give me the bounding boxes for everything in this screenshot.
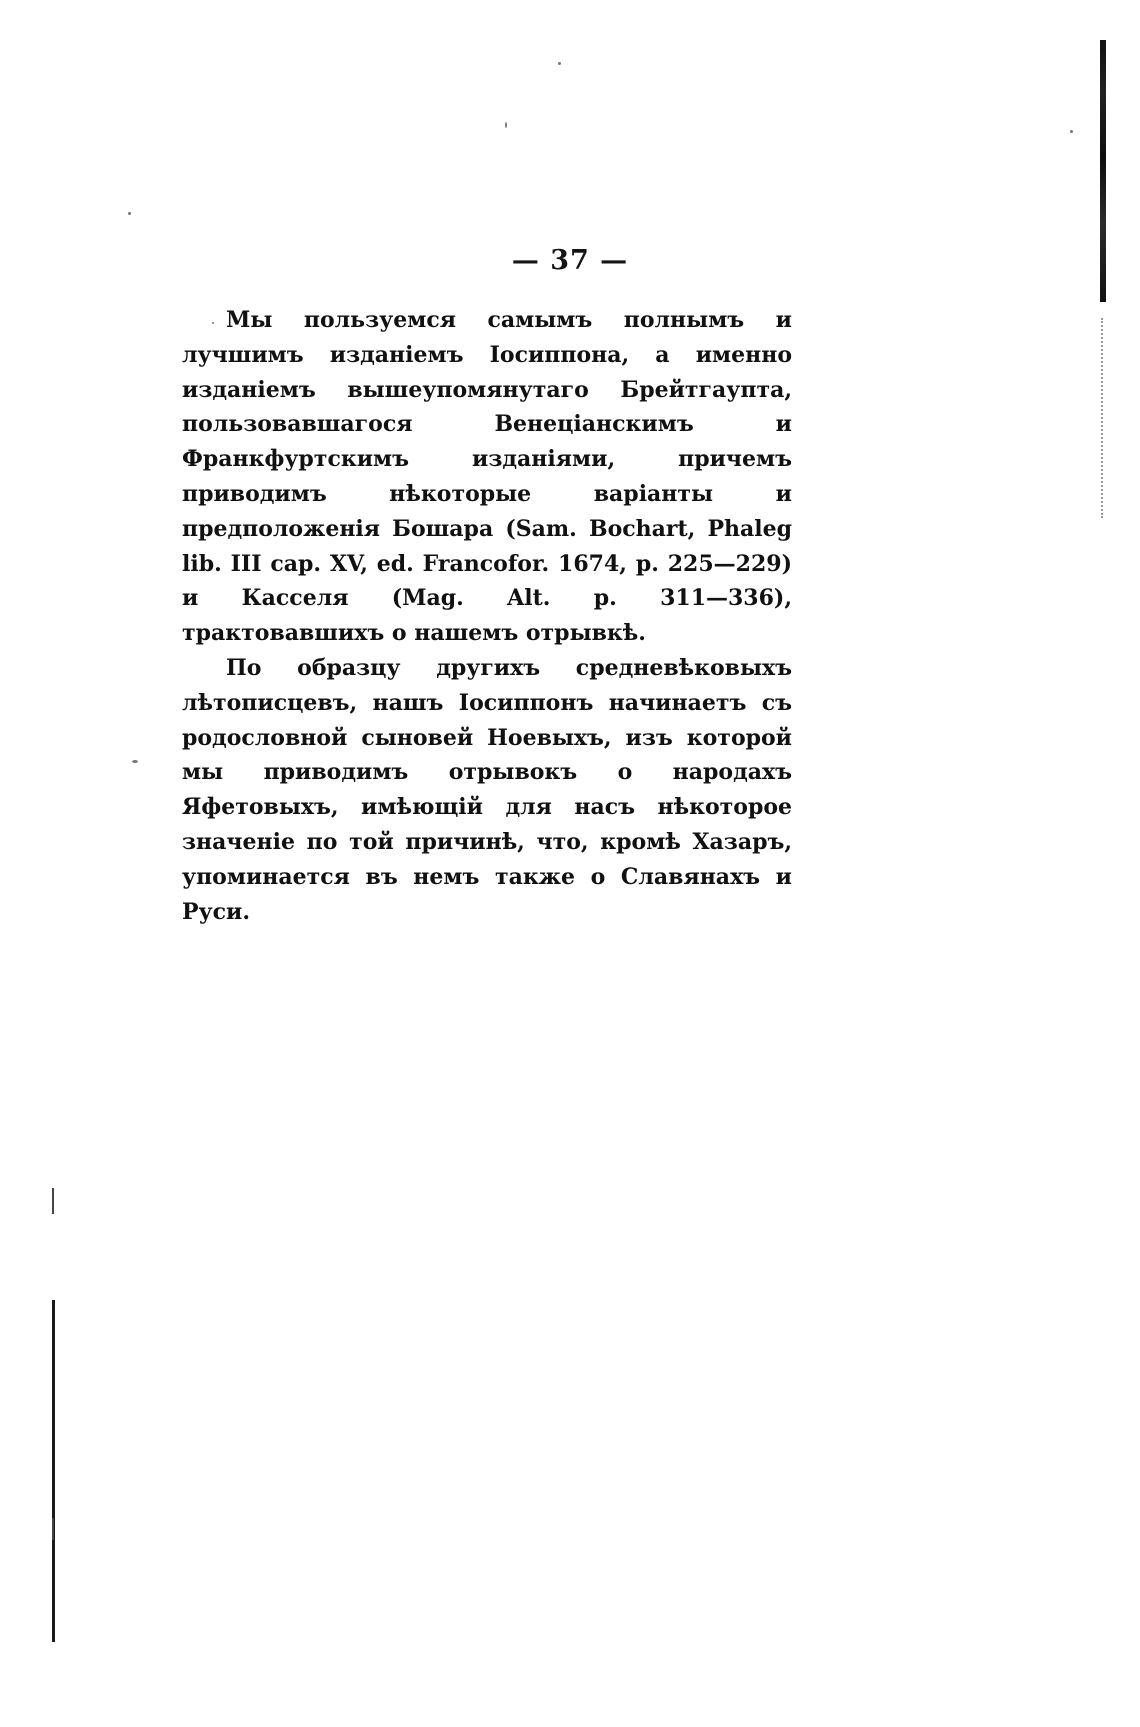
scan-speck: [558, 62, 561, 65]
paragraph: По образцу другихъ средневѣковыхъ лѣтописцевъ, нашъ Іосиппонъ начинаетъ съ родословной сыновей Ноевыхъ, изъ которой мы приводимъ отрывокъ о народахъ Яфетовыхъ, имѣющій для насъ нѣкоторое значеніе по той причинѣ, что, кромѣ Хазаръ, упоминается въ немъ также о Славянахъ и Руси.: [182, 654, 792, 925]
scan-speck: [505, 122, 507, 128]
page-number: — 37 —: [511, 245, 629, 276]
scan-speck: [128, 212, 131, 215]
scan-mark: [52, 1188, 54, 1214]
scan-mark: [52, 1518, 54, 1540]
paragraph: Мы пользуемся самымъ полнымъ и лучшимъ изданіемъ Іосиппона, а именно изданіемъ вышеупомянутаго Брейтгаупта, пользовавшагося Венеціанскимъ и Франкфуртскимъ изданіями, причемъ приводимъ нѣкоторые варіанты и предположенія Бошара (Sam. Bochart, Phaleg lib. III cap. XV, ed. Francofor. 1674, p. 225—229) и Касселя (Mag. Alt. p. 311—336), трактовавшихъ о нашемъ отрывкѣ.: [182, 307, 792, 647]
scan-edge-dots: [1101, 318, 1106, 518]
scan-speck: [1070, 130, 1073, 133]
scan-edge-bar-left: [52, 1300, 55, 1642]
scan-speck: [132, 760, 138, 763]
body-text: [182, 303, 792, 929]
